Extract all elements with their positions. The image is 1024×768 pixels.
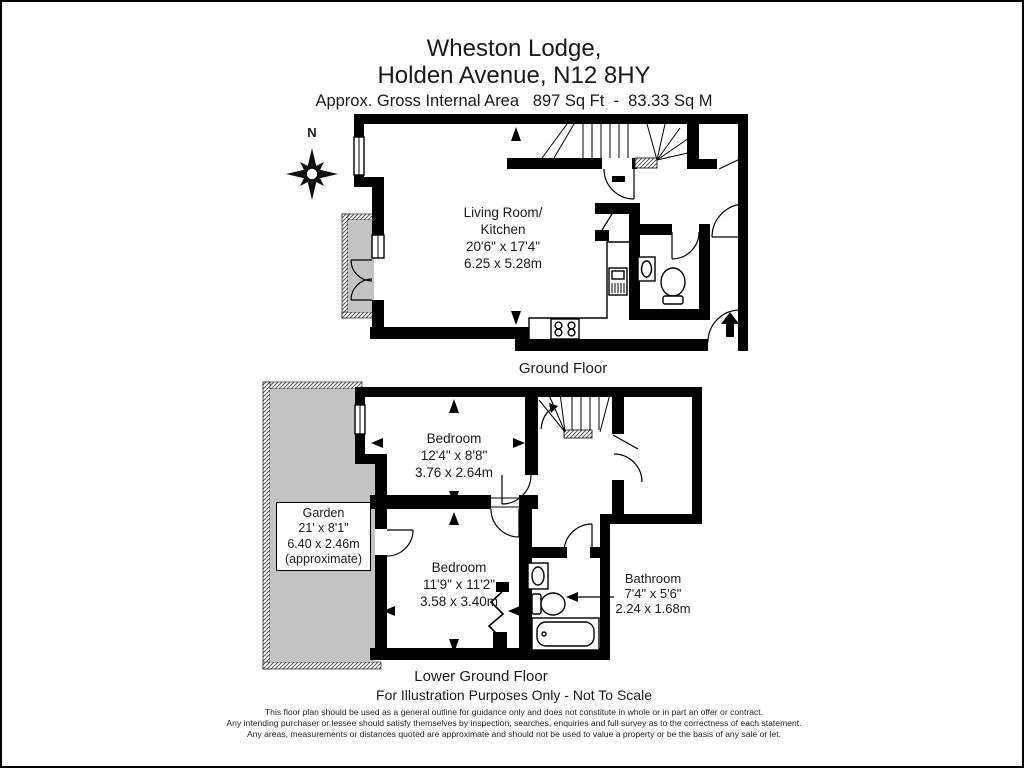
scale-note: For Illustration Purposes Only - Not To Scale <box>376 687 652 703</box>
bathtub-icon <box>532 618 599 650</box>
ground-floor-caption: Ground Floor <box>518 360 608 377</box>
entrance-arrow-icon <box>721 312 739 337</box>
disclaimer: This floor plan should be used as a general outline for guidance only and does not constitute in whole or in part an offer or contract. Any intending purchaser or lessee should satisfy themselves by inspection, searches, enquiries and full survey as to the correctness of each statement. Any areas, measurements or distances quoted are approximate and should not be used to value a property or be the basis of any sale or let. <box>226 707 802 739</box>
staircase-icon-lower <box>539 393 610 438</box>
bathroom-label: Bathroom 7'4" x 5'6" 2.24 x 1.68m <box>615 571 691 616</box>
living-room-label: Living Room/ Kitchen 20'6" x 17'4" 6.25 x 5.28m <box>463 205 543 271</box>
property-title: Wheston Lodge, <box>426 35 602 62</box>
lower-ground-floor-window <box>355 405 365 434</box>
compass-north-label: N <box>307 125 317 140</box>
appliance-icon <box>609 268 627 295</box>
wall-opening <box>491 498 519 507</box>
hob-icon <box>551 319 579 339</box>
bedroom2-label: Bedroom 11'9" x 11'2" 3.58 x 3.40m <box>419 560 499 609</box>
wc-basin-icon <box>638 257 655 281</box>
bathroom-basin-icon <box>528 563 548 589</box>
garden-label: Garden 21' x 8'1" 6.40 x 2.46m (approximate) <box>276 502 371 571</box>
gross-internal-area: Approx. Gross Internal Area 897 Sq Ft - 83.33 Sq M <box>315 92 713 110</box>
floorplan-drawing <box>2 2 1024 768</box>
bedroom1-label: Bedroom 12'4" x 8'8" 3.76 x 2.64m <box>414 431 494 480</box>
lower-ground-floor-caption: Lower Ground Floor <box>414 668 548 685</box>
wc-toilet-icon <box>661 268 685 304</box>
compass-rose-icon <box>286 148 338 200</box>
ground-floor-walls <box>354 114 748 351</box>
ground-floor-plan <box>342 114 748 351</box>
bathroom-toilet-icon <box>532 593 565 615</box>
lower-ground-floor-walls <box>355 387 702 660</box>
property-address: Holden Avenue, N12 8HY <box>377 62 651 89</box>
